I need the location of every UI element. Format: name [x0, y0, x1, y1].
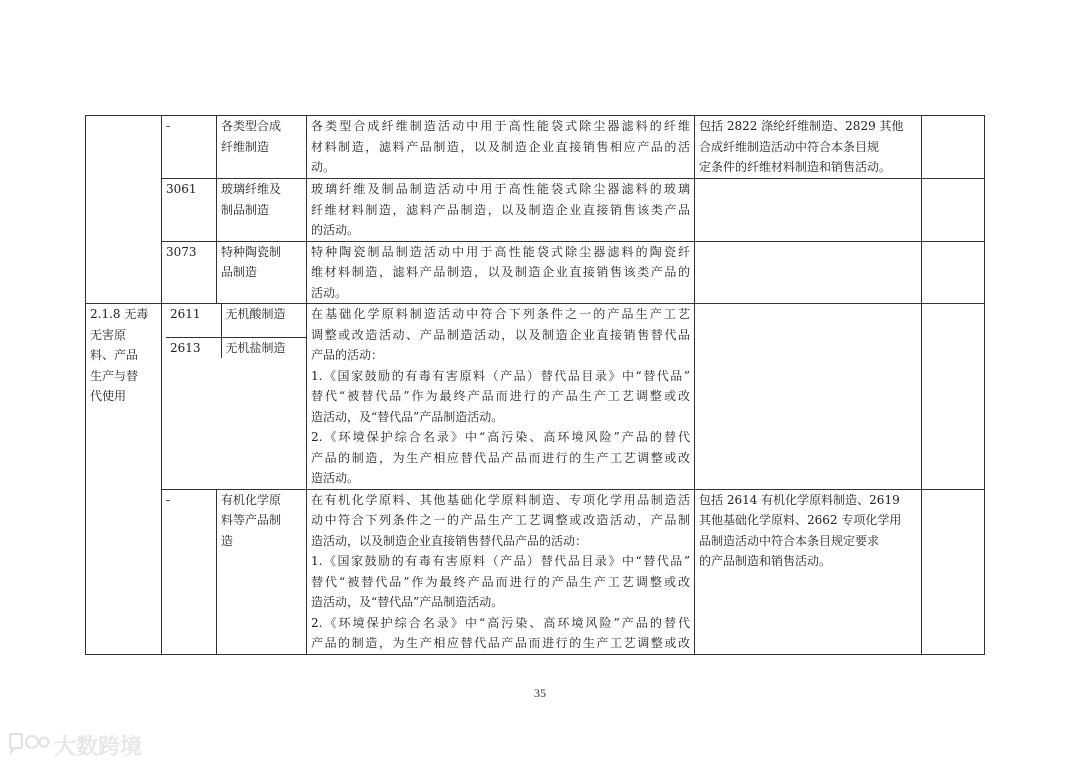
description-cell: 特种陶瓷制品制造活动中用于高性能袋式除尘器滤料的陶瓷纤 维材料制造，滤料产品制造，以及制造企业直接销售该类产品的 活动。 — [307, 241, 695, 304]
industry-code-cell: 3073 — [162, 241, 217, 304]
industry-code-cell: - — [162, 489, 217, 654]
description-cell: 在基础化学原料制造活动中符合下列条件之一的产品生产工艺 调整或改造活动、产品制造活动，以及制造企业直接销售替代品 产品的活动： 1.《国家鼓励的有毒有害原料（产品）替代品目录》中“替代品” 替代“被替代品”作为最终产品而进行的产品生产工艺调整或改 造活动，及“替代品”产品制造活动。 2.《环境保护综合名录》中“高污染、高环境风险”产品的替代 产品的制造，为生产相应替代品产品而进行的生产工艺调整或改 造活动。 — [307, 304, 695, 490]
note-cell — [695, 241, 922, 304]
description-cell: 玻璃纤维及制品制造活动中用于高性能袋式除尘器滤料的玻璃 纤维材料制造，滤料产品制造，以及制造企业直接销售该类产品 的活动。 — [307, 179, 695, 242]
industry-name-cell: 玻璃纤维及 制品制造 — [217, 179, 307, 242]
chat-bubble-logo-icon — [6, 732, 50, 758]
note-cell — [695, 179, 922, 242]
industry-code-cell: - — [162, 116, 217, 179]
industry-name-cell: 特种陶瓷制 品制造 — [217, 241, 307, 304]
note-cell — [695, 304, 922, 490]
industry-name-cell: 各类型合成 纤维制造 — [217, 116, 307, 179]
page-number: 35 — [534, 686, 546, 700]
extra-cell — [922, 179, 985, 242]
sub-industry-row — [166, 337, 307, 358]
industry-classification-table — [85, 115, 985, 655]
table-row — [86, 179, 985, 242]
sub-industry-cell — [162, 304, 307, 490]
extra-cell — [922, 304, 985, 490]
sub-industry-table — [166, 304, 307, 358]
category-cell: 2.1.8 无毒 无害原 料、产品 生产与替 代使用 — [86, 304, 162, 655]
description-cell: 在有机化学原料、其他基础化学原料制造、专项化学用品制造活 动中符合下列条件之一的产品生产工艺调整或改造活动，产品制 造活动，以及制造企业直接销售替代品产品的活动： 1.《国家鼓励的有毒有害原料（产品）替代品目录》中“替代品” 替代“被替代品”作为最终产品而进行的产品生产工艺调整或改 造活动，及“替代品”产品制造活动。 2.《环境保护综合名录》中“高污染、高环境风险”产品的替代 产品的制造，为生产相应替代品产品而进行的生产工艺调整或改 — [307, 489, 695, 654]
extra-cell — [922, 489, 985, 654]
industry-name-cell: 无机盐制造 — [225, 340, 286, 355]
description-cell: 各类型合成纤维制造活动中用于高性能袋式除尘器滤料的纤维 材料制造，滤料产品制造，以及制造企业直接销售相应产品的活 动。 — [307, 116, 695, 179]
industry-code-cell: 3061 — [162, 179, 217, 242]
sub-industry-row — [166, 304, 307, 337]
industry-code-cell: 2611 — [166, 304, 221, 337]
note-cell: 包括 2822 涤纶纤维制造、2829 其他 合成纤维制造活动中符合本条目规 定条件的纤维材料制造和销售活动。 — [695, 116, 922, 179]
table-row — [86, 304, 985, 490]
note-cell: 包括 2614 有机化学原料制造、2619 其他基础化学原料、2662 专项化学用 品制造活动中符合本条目规定要求 的产品制造和销售活动。 — [695, 489, 922, 654]
table-row — [86, 116, 985, 179]
extra-cell — [922, 116, 985, 179]
watermark-text: 大数跨境 — [54, 733, 143, 759]
watermark — [6, 730, 142, 760]
table-row — [86, 489, 985, 654]
industry-code-cell: 2613 — [166, 337, 221, 358]
industry-name-cell: 无机酸制造 — [221, 304, 307, 337]
industry-name-cell: 有机化学原 料等产品制 造 — [217, 489, 307, 654]
category-cell — [86, 116, 162, 304]
extra-cell — [922, 241, 985, 304]
table-row — [86, 241, 985, 304]
